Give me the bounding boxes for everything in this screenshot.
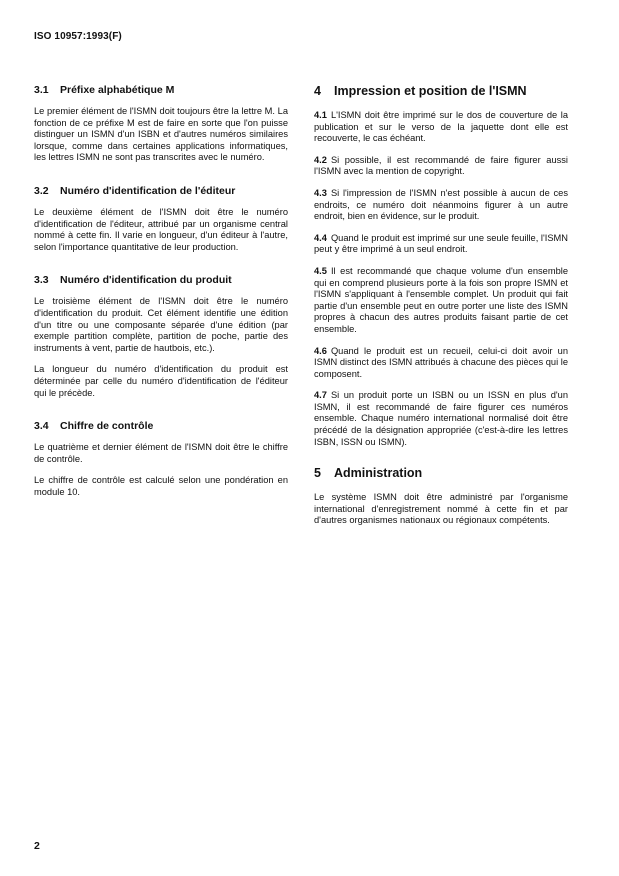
section-3-1 (34, 84, 288, 164)
clause-4-2: 4.2 Si possible, il est recommandé de faire figurer aussi l'ISMN avec la mention de copyright. (314, 154, 568, 177)
paragraph: Le système ISMN doit être administré par l'organisme international d'enregistrement nommé à cette fin et par d'autres organismes nationaux ou régionaux compétents. (314, 492, 568, 526)
section-3-4 (34, 420, 288, 498)
paragraph: Le deuxième élément de l'ISMN doit être le numéro d'identification de l'éditeur, attribué par un organisme central nommé à cette fin. Il varie en longueur, d'un éditeur à l'autre, selon l'importance quantitative de leur production. (34, 206, 288, 252)
left-column (34, 84, 288, 519)
section-heading: 3.1 Préfixe alphabétique M (34, 84, 175, 96)
clause-4-1: 4.1 L'ISMN doit être imprimé sur le dos de couverture de la publication et sur le verso de la jaquette dont elle est recouverte, le cas échéant. (314, 110, 568, 144)
section-heading: 3.2 Numéro d'identification de l'éditeur (34, 184, 236, 197)
page-number: 2 (34, 840, 40, 852)
paragraph: Le premier élément de l'ISMN doit toujours être la lettre M. La fonction de ce préfixe M est de faire en sorte que l'on puisse distinguer un ISMN d'un ISBN et d'autres numéros similaires lorsque, comme dans certaines applications informatiques, les lettres ISMN ne sont pas transcrites avec le numéro. (34, 106, 288, 163)
clause-4-3: 4.3 Si l'impression de l'ISMN n'est possible à aucun de ces endroits, ce numéro doit néanmoins figurer à un autre endroit, bien en évidence, sur le produit. (314, 187, 568, 222)
paragraph: Le troisième élément de l'ISMN doit être le numéro d'identification du produit. Cet élément identifie une édition d'un titre ou une composante séparée d'une édition (par exemple partition complète, partition de poche, partie des instruments à vent, partie de hautbois, etc.). (34, 296, 288, 353)
paragraph: Le chiffre de contrôle est calculé selon une pondération en module 10. (34, 475, 288, 497)
section-heading: 3.4 Chiffre de contrôle (34, 420, 154, 433)
clause-4-7: 4.7 Si un produit porte un ISBN ou un ISSN en plus d'un ISMN, il est recommandé de faire figurer ces numéros ensemble. Chaque numéro international normalisé doit être précédé de la désignation appropriée (c'est-à-dire les lettres ISBN, ISSN ou ISMN). (314, 390, 568, 447)
clause-4-6: 4.6 Quand le produit est un recueil, celui-ci doit avoir un ISMN distinct des ISMN attribués à chacune des pièces qui le composent. (314, 345, 568, 379)
section-3-3 (34, 274, 288, 399)
section-3-2 (34, 185, 288, 253)
paragraph: Le quatrième et dernier élément de l'ISMN doit être le chiffre de contrôle. (34, 442, 288, 464)
section-heading: 3.3 Numéro d'identification du produit (34, 274, 232, 287)
clause-4-4: 4.4 Quand le produit est imprimé sur une seule feuille, l'ISMN peut y être imprimé à un seul endroit. (314, 232, 568, 255)
clause-4-5: 4.5 Il est recommandé que chaque volume d'un ensemble qui en comprend plusieurs porte à la fois son propre ISMN et l'ISMN s'appliquant à l'ensemble complet. Un produit qui fait partie d'un ensemble peut en outre porter une liste des ISMN propres à chacun des autres produits faisant partie de cet ensemble. (314, 265, 568, 334)
paragraph: La longueur du numéro d'identification du produit est déterminée par celle du numéro d'identification de l'éditeur qui le précède. (34, 364, 288, 398)
right-column (314, 84, 568, 527)
section-5-heading: 5 Administration (314, 466, 423, 481)
section-4-heading: 4 Impression et position de l'ISMN (314, 84, 527, 98)
document-code: ISO 10957:1993(F) (34, 31, 122, 42)
